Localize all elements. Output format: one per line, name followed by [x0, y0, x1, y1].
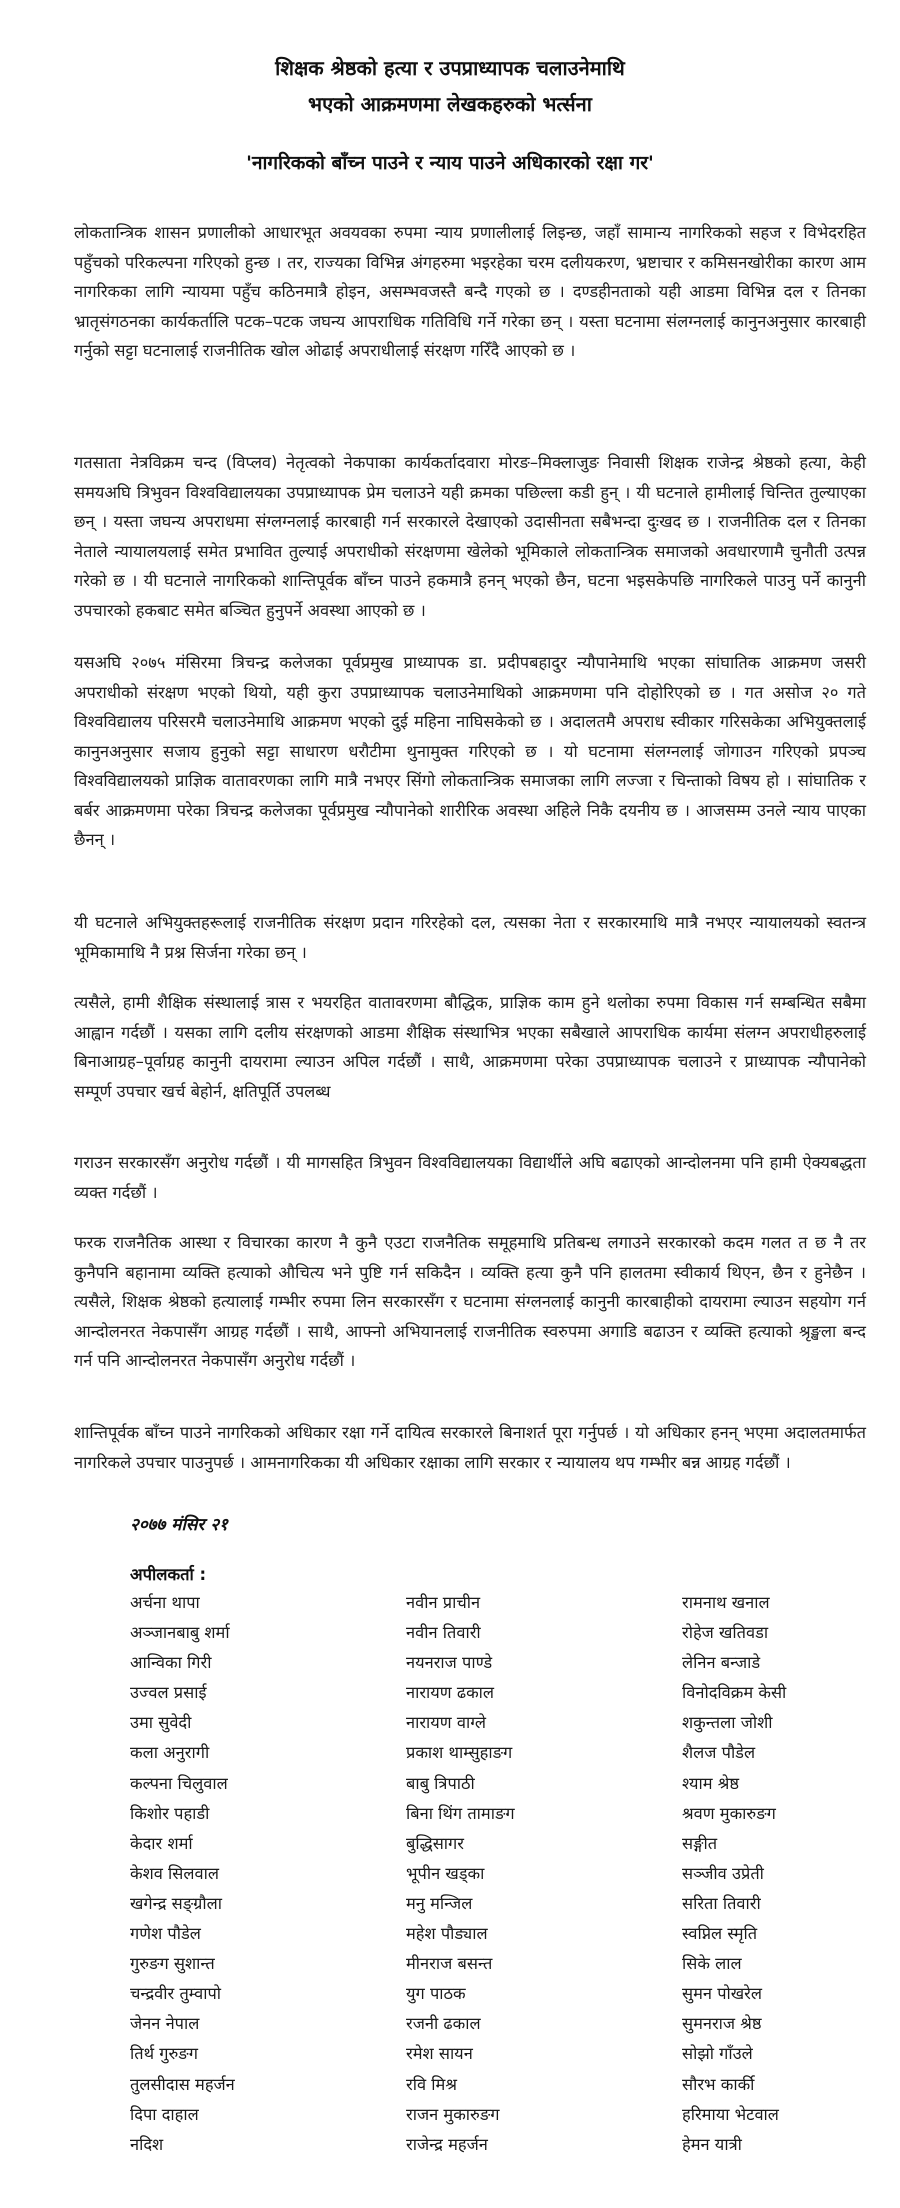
signer-name: सिके लाल [682, 1954, 742, 1974]
document-date: २०७७ मंसिर २१ [130, 1515, 228, 1535]
signer-name: सौरभ कार्की [682, 2074, 755, 2094]
signer-name: उमा सुवेदी [130, 1713, 192, 1733]
signer-name: श्याम श्रेष्ठ [682, 1773, 739, 1793]
paragraph-2: गतसाता नेत्रविक्रम चन्द (विप्लव) नेतृत्वको नेकपाका कार्यकर्तादवारा मोरङ–मिक्लाजुङ निवासी शिक्षक राजेन्द्र श्रेष्ठको हत्या, केही समयअघि त्रिभुवन विश्वविद्यालयका उपप्राध्यापक प्रेम चलाउने यही क्रमका पछिल्ला कडी हुन् । यी घटनाले हामीलाई चिन्तित तुल्याएका छन् । यस्ता जघन्य अपराधमा संग्लग्नलाई कारबाही गर्न सरकारले देखाएको उदासीनता सबैभन्दा दुःखद छ । राजनीतिक दल र तिनका नेताले न्यायालयलाई समेत प्रभावित तुल्याई अपराधीको संरक्षणमा खेलेको भूमिकाले लोकतान्त्रिक समाजको अवधारणामै चुनौती उत्पन्न गरेको छ । यी घटनाले नागरिकको शान्तिपूर्वक बाँच्न पाउने हकमात्रै हनन् भएको छैन, घटना भइसकेपछि नागरिकले पाउनु पर्ने कानुनी उपचारको हकबाट समेत बञ्चित हुनुपर्ने अवस्था आएको छ । [74, 453, 866, 620]
signer-name: आन्विका गिरी [130, 1653, 212, 1673]
signer-name: सरिता तिवारी [682, 1893, 761, 1913]
signer-name: केदार शर्मा [130, 1833, 193, 1853]
signer-name: मीनराज बसन्त [406, 1954, 493, 1974]
paragraph-8: शान्तिपूर्वक बाँच्न पाउने नागरिकको अधिकार रक्षा गर्ने दायित्व सरकारले बिनाशर्त पूरा गर्नुपर्छ । यो अधिकार हनन् भएमा अदालतमार्फत नागरिकले उपचार पाउनुपर्छ । आमनागरिकका यी अधिकार रक्षाका लागि सरकार र न्यायालय थप गम्भीर बन्न आग्रह गर्दछौं । [74, 1423, 866, 1472]
signer-name: हेमन यात्री [682, 2134, 742, 2154]
document-title-line-1: शिक्षक श्रेष्ठको हत्या र उपप्राध्यापक चलाउनेमाथि [275, 56, 625, 80]
signer-name: कला अनुरागी [130, 1743, 210, 1763]
signer-name: हरिमाया भेटवाल [682, 2104, 779, 2124]
paragraph-4: यी घटनाले अभियुक्तहरूलाई राजनीतिक संरक्षण प्रदान गरिरहेको दल, त्यसका नेता र सरकारमाथि मात्रै नभएर न्यायालयको स्वतन्त्र भूमिकामाथि नै प्रश्न सिर्जना गरेका छन् । [74, 913, 866, 962]
signer-name: अञ्जानबाबु शर्मा [130, 1623, 230, 1643]
signer-name: बुद्धिसागर [406, 1833, 464, 1853]
signer-name: मनु मन्जिल [406, 1893, 473, 1913]
signer-name: स्वप्निल स्मृति [682, 1924, 758, 1944]
paragraph-5: त्यसैले, हामी शैक्षिक संस्थालाई त्रास र भयरहित वातावरणमा बौद्धिक, प्राज्ञिक काम हुने थलोका रुपमा विकास गर्न सम्बन्धित सबैमा आह्वान गर्दछौं । यसका लागि दलीय संरक्षणको आडमा शैक्षिक संस्थाभित्र भएका सबैखाले आपराधिक कार्यमा संलग्न अपराधीहरुलाई बिनाआग्रह–पूर्वाग्रह कानुनी दायरामा ल्याउन अपिल गर्दछौं । साथै, आक्रमणमा परेका उपप्राध्यापक चलाउने र प्राध्यापक न्यौपानेको सम्पूर्ण उपचार खर्च बेहोर्न, क्षतिपूर्ति उपलब्ध [74, 993, 866, 1101]
signers-list [130, 1588, 890, 2160]
signer-name: खगेन्द्र सङ्ग्रौला [130, 1893, 222, 1913]
signer-name: रमेश सायन [406, 2044, 473, 2064]
paragraph-3: यसअघि २०७५ मंसिरमा त्रिचन्द्र कलेजका पूर्वप्रमुख प्राध्यापक डा. प्रदीपबहादुर न्यौपानेमाथि भएका सांघातिक आक्रमण जसरी अपराधीको संरक्षण भएको थियो, यही कुरा उपप्राध्यापक चलाउनेमाथिको आक्रमणमा पनि दोहोरिएको छ । गत असोज २० गते विश्वविद्यालय परिसरमै चलाउनेमाथि आक्रमण भएको दुई महिना नाघिसकेको छ । अदालतमै अपराध स्वीकार गरिसकेका अभियुक्तलाई कानुनअनुसार सजाय हुनुको सट्टा साधारण धरौटीमा थुनामुक्त गरिएको छ । यो घटनामा संलग्नलाई जोगाउन गरिएको प्रपञ्च विश्वविद्यालयको प्राज्ञिक वातावरणका लागि मात्रै नभएर सिंगो लोकतान्त्रिक समाजका लागि लज्जा र चिन्ताको विषय हो । सांघातिक र बर्बर आक्रमणमा परेका त्रिचन्द्र कलेजका पूर्वप्रमुख न्यौपानेको शारीरिक अवस्था अहिले निकै दयनीय छ । आजसम्म उनले न्याय पाएका छैनन् । [74, 653, 866, 849]
signer-name: दिपा दाहाल [130, 2104, 199, 2124]
signer-name: भूपीन खड्का [406, 1863, 485, 1883]
signer-name: नारायण ढकाल [406, 1683, 495, 1703]
paragraph-7: फरक राजनैतिक आस्था र विचारका कारण नै कुनै एउटा राजनैतिक समूहमाथि प्रतिबन्ध लगाउने सरकारको कदम गलत त छ नै तर कुनैपनि बहानामा व्यक्ति हत्याको औचित्य भने पुष्टि गर्न सकिदैन । व्यक्ति हत्या कुनै पनि हालतमा स्वीकार्य थिएन, छैन र हुनेछैन । त्यसैले, शिक्षक श्रेष्ठको हत्यालाई गम्भीर रुपमा लिन सरकारसँग र घटनामा संग्लनलाई कानुनी कारबाहीको दायरामा ल्याउन सहयोग गर्न आन्दोलनरत नेकपासँग आग्रह गर्दछौं । साथै, आफ्नो अभियानलाई राजनीतिक स्वरुपमा अगाडि बढाउन र व्यक्ति हत्याको श्रृङ्खला बन्द गर्न पनि आन्दोलनरत नेकपासँग अनुरोध गर्दछौं । [74, 1233, 866, 1370]
signer-name: युग पाठक [406, 1984, 466, 2004]
signer-name: सञ्जीव उप्रेती [682, 1863, 764, 1883]
signer-name: सुमनराज श्रेष्ठ [682, 2014, 762, 2034]
signer-name: सङ्गीत [682, 1833, 718, 1853]
signer-name: शैलज पौडेल [682, 1743, 756, 1763]
signer-name: केशव सिलवाल [130, 1863, 219, 1883]
signer-name: नवीन तिवारी [406, 1623, 481, 1643]
paragraph-1: लोकतान्त्रिक शासन प्रणालीको आधारभूत अवयवका रुपमा न्याय प्रणालीलाई लिइन्छ, जहाँ सामान्य नागरिकको सहज र विभेदरहित पहुँचको परिकल्पना गरिएको हुन्छ । तर, राज्यका विभिन्न अंगहरुमा भइरहेका चरम दलीयकरण, भ्रष्टाचार र कमिसनखोरीका कारण आम नागरिकका लागि न्यायमा पहुँच कठिनमात्रै होइन, असम्भवजस्तै बन्दै गएको छ । दण्डहीनताको यही आडमा विभिन्न दल र तिनका भ्रातृसंगठनका कार्यकर्तालि पटक–पटक जघन्य आपराधिक गतिविधि गर्ने गरेका छन् । यस्ता घटनामा संलग्नलाई कानुनअनुसार कारबाही गर्नुको सट्टा घटनालाई राजनीतिक खोल ओढाई अपराधीलाई संरक्षण गरिँदै आएको छ । [74, 223, 866, 360]
signer-name: नयनराज पाण्डे [406, 1653, 493, 1673]
signer-name: तुलसीदास महर्जन [130, 2074, 235, 2094]
signer-name: रोहेज खतिवडा [682, 1623, 769, 1643]
paragraph-6: गराउन सरकारसँग अनुरोध गर्दछौं । यी मागसहित त्रिभुवन विश्वविद्यालयका विद्यार्थीले अघि बढाएको आन्दोलनमा पनि हामी ऐक्यबद्धता व्यक्त गर्दछौं । [74, 1153, 866, 1202]
signer-name: राजन मुकारुङग [406, 2104, 500, 2124]
signer-name: राजेन्द्र महर्जन [406, 2134, 488, 2154]
signer-name: रवि मिश्र [406, 2074, 457, 2094]
signers-heading: अपीलकर्ता : [130, 1565, 207, 1584]
signer-name: लेनिन बन्जाडे [682, 1653, 761, 1673]
document-title-line-2: भएको आक्रमणमा लेखकहरुको भर्त्सना [308, 92, 592, 116]
signer-name: सोझो गाँउले [682, 2044, 753, 2064]
document-subtitle: 'नागरिकको बाँच्न पाउने र न्याय पाउने अधिकारको रक्षा गर' [246, 152, 654, 174]
signer-name: विनोदविक्रम केसी [682, 1683, 787, 1703]
signer-name: सुमन पोखरेल [682, 1984, 762, 2004]
signer-name: प्रकाश थाम्सुहाङग [406, 1743, 513, 1763]
signer-name: तिर्थ गुरुङग [130, 2044, 198, 2064]
signer-name: गुरुङग सुशान्त [130, 1954, 215, 1974]
signer-name: गणेश पौडेल [130, 1924, 201, 1944]
signer-name: नवीन प्राचीन [406, 1593, 481, 1612]
signer-name: उज्वल प्रसाई [130, 1683, 207, 1703]
signer-name: शकुन्तला जोशी [682, 1713, 773, 1733]
signer-name: चन्द्रवीर तुम्वापो [130, 1984, 222, 2004]
signer-name: किशोर पहाडी [130, 1803, 210, 1823]
signer-name: महेश पौड्याल [406, 1924, 488, 1944]
signer-name: जेनन नेपाल [130, 2014, 200, 2034]
signer-name: बाबु त्रिपाठी [406, 1773, 475, 1793]
signer-name: कल्पना चिलुवाल [130, 1773, 228, 1793]
signer-name: नदिश [130, 2134, 164, 2154]
signer-name: बिना थिंग तामाङग [406, 1803, 515, 1823]
signer-name: अर्चना थापा [130, 1593, 200, 1612]
signer-name: नारायण वाग्ले [406, 1713, 486, 1733]
signer-name: श्रवण मुकारुङग [682, 1803, 776, 1823]
signer-name: रामनाथ खनाल [682, 1593, 770, 1612]
signer-name: रजनी ढकाल [406, 2014, 481, 2034]
